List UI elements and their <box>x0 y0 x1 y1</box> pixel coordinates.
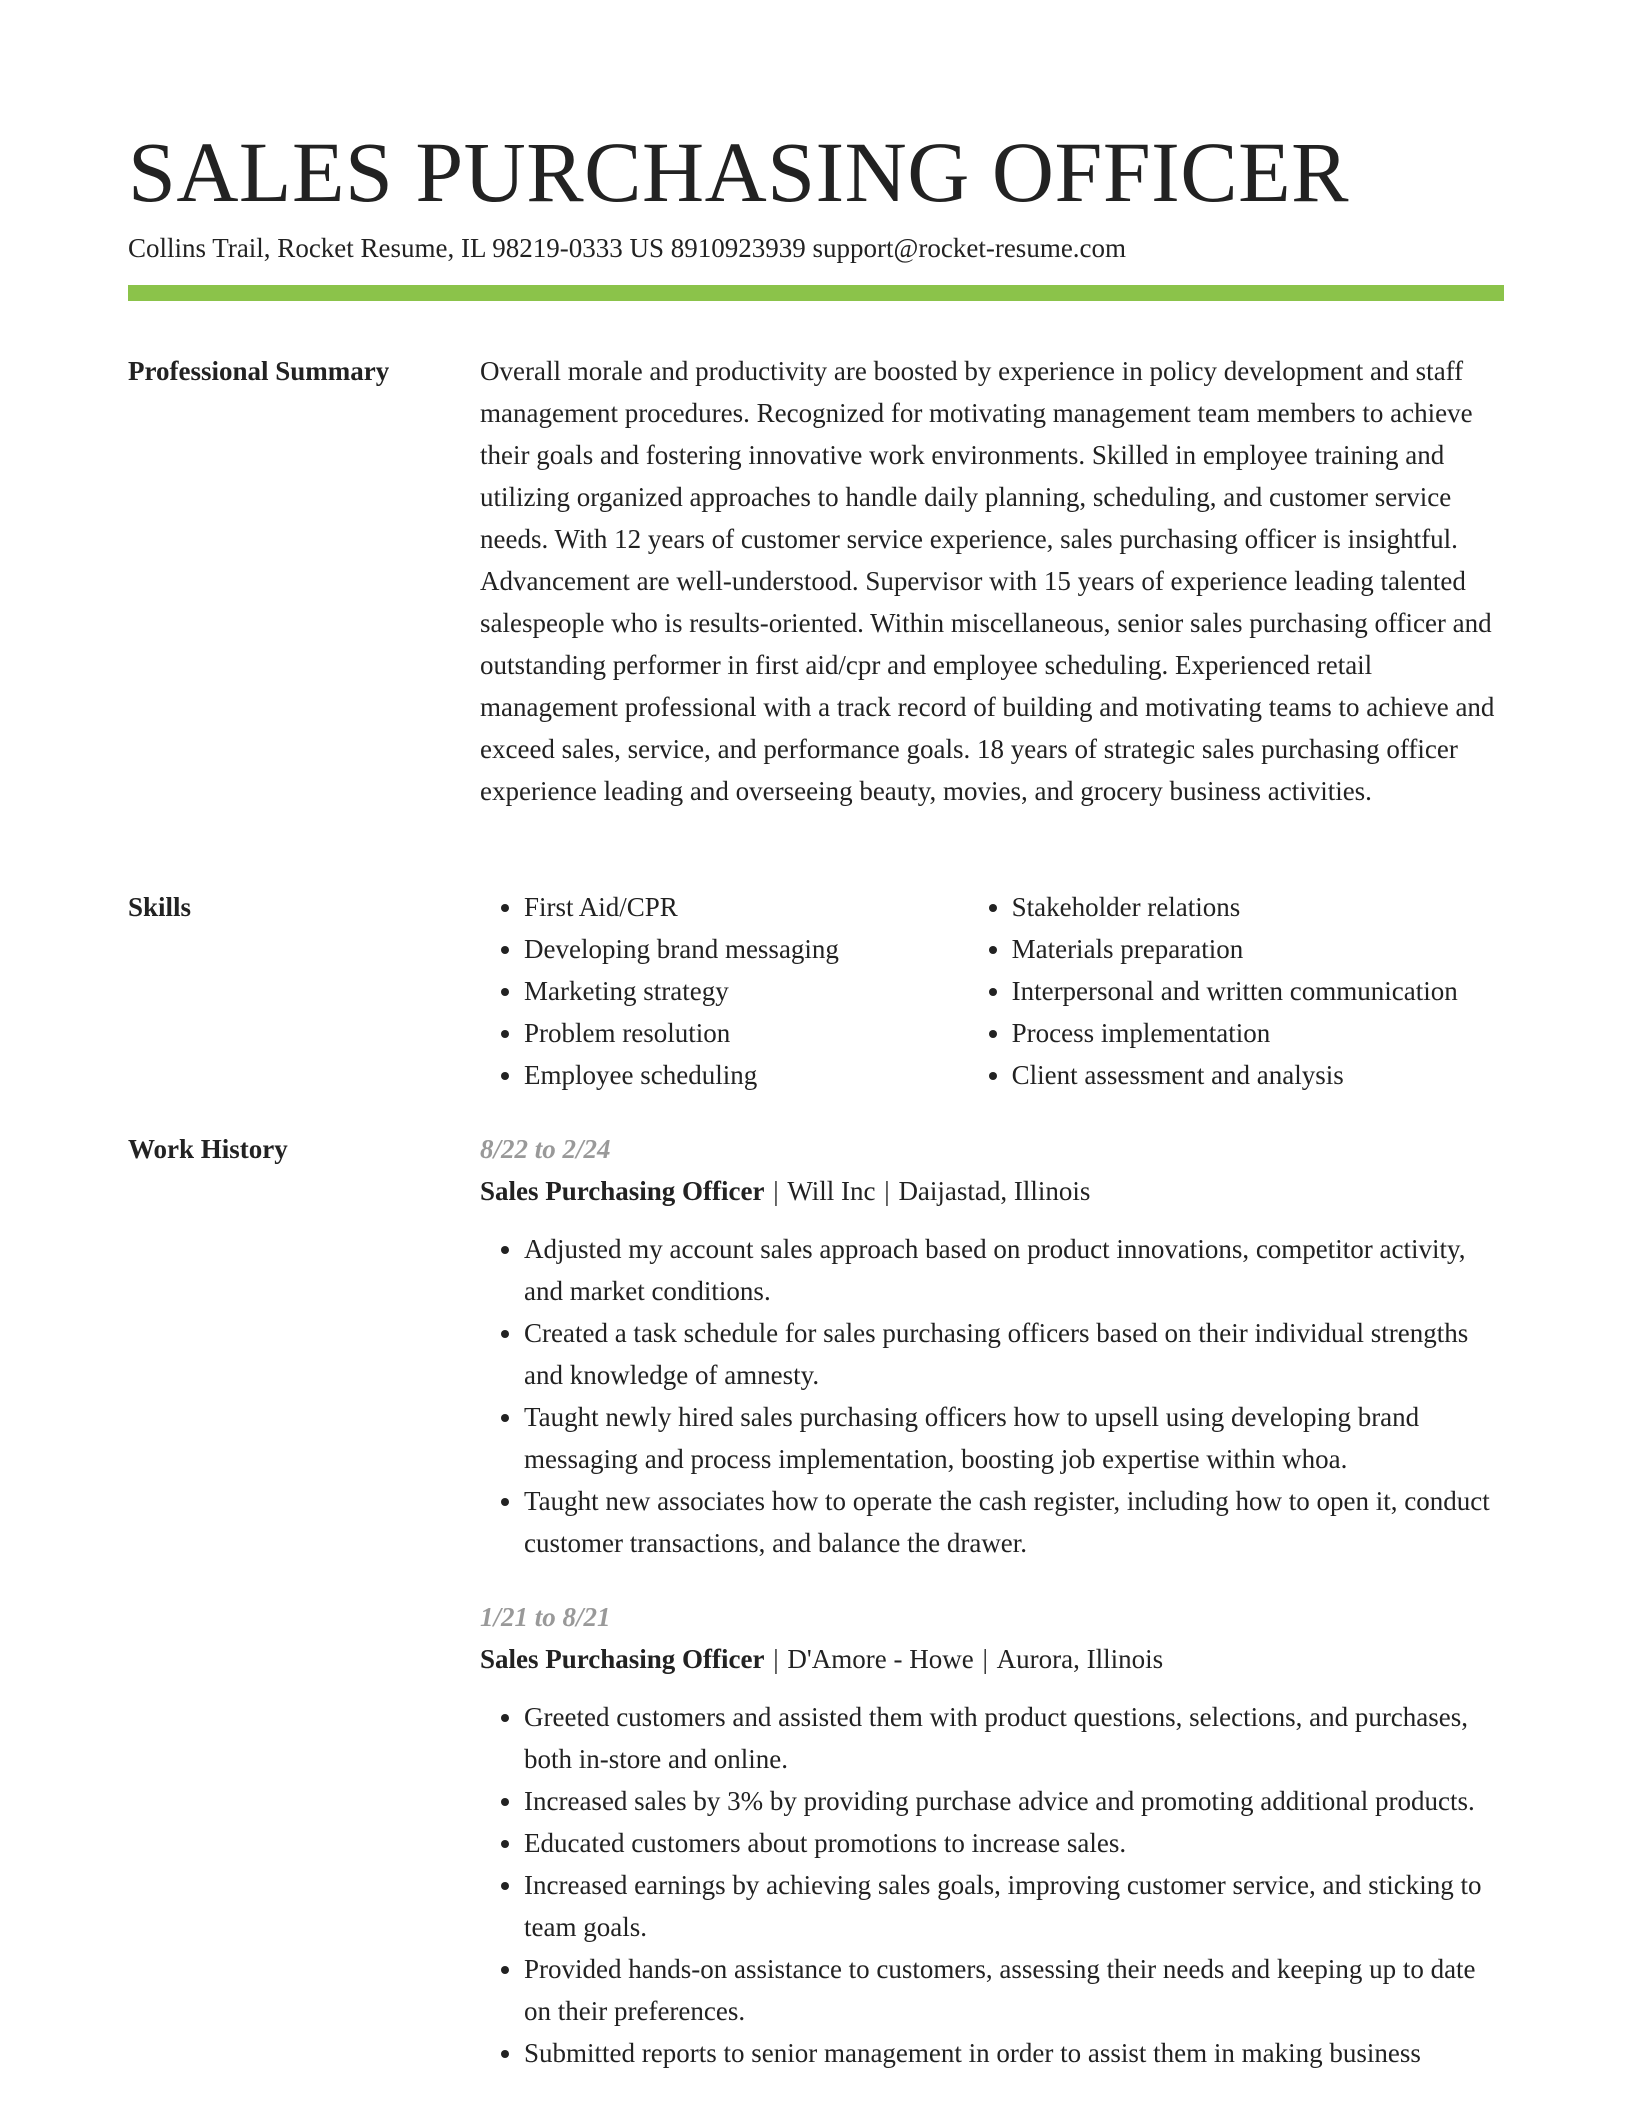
job-company: D'Amore - Howe <box>787 1644 974 1674</box>
job-bullet: • Increased earnings by achieving sales goals, improving customer service, and sticking to team goals. <box>524 1864 1504 1948</box>
job-bullet: • Provided hands-on assistance to customers, assessing their needs and keeping up to date on their preferences. <box>524 1948 1504 2032</box>
contact-phone: 8910923939 <box>670 233 806 263</box>
contact-address: Collins Trail, Rocket Resume, IL 98219-0333 US <box>128 233 665 263</box>
header-divider <box>128 285 1504 301</box>
job-bullet: • Taught newly hired sales purchasing officers how to upsell using developing brand messaging and process implementation, boosting job expertise within whoa. <box>524 1396 1504 1480</box>
job-company: Will Inc <box>787 1176 876 1206</box>
work-history-body <box>480 1128 1504 2106</box>
separator: | <box>975 1644 995 1674</box>
separator: | <box>877 1176 897 1206</box>
skills-list-left <box>480 886 960 1096</box>
skills-list-right <box>960 886 1504 1096</box>
skill-item: • Developing brand messaging <box>524 928 960 970</box>
summary-body <box>480 350 1504 812</box>
job-title: Sales Purchasing Officer <box>480 1644 765 1674</box>
contact-email: support@rocket-resume.com <box>812 233 1127 263</box>
resume-name-heading: SALES PURCHASING OFFICER <box>128 124 1350 220</box>
job-dates: 8/22 to 2/24 <box>480 1134 611 1164</box>
skill-item: • Client assessment and analysis <box>1012 1054 1504 1096</box>
job-bullet: • Created a task schedule for sales purchasing officers based on their individual strengths and knowledge of amnesty. <box>524 1312 1504 1396</box>
job-entry <box>480 1128 1504 1564</box>
job-entry <box>480 1596 1504 2074</box>
separator: | <box>766 1176 786 1206</box>
skill-item: • Employee scheduling <box>524 1054 960 1096</box>
job-bullet: • Greeted customers and assisted them with product questions, selections, and purchases, both in-store and online. <box>524 1696 1504 1780</box>
skills-columns <box>480 886 1504 1096</box>
work-history-title: Work History <box>128 1134 288 1164</box>
skill-item: • Stakeholder relations <box>1012 886 1504 928</box>
job-bullet: • Increased sales by 3% by providing purchase advice and promoting additional products. <box>524 1780 1504 1822</box>
skill-item: • Problem resolution <box>524 1012 960 1054</box>
skill-item: • Process implementation <box>1012 1012 1504 1054</box>
job-bullets <box>480 1228 1504 1564</box>
contact-line <box>128 230 1126 266</box>
summary-text: Overall morale and productivity are boosted by experience in policy development and staff management procedures. Recognized for motivating management team members to achieve their goals and fostering innovative work environments. Skilled in employee training and utilizing organized approaches to handle daily planning, scheduling, and customer service needs. With 12 years of customer service experience, sales purchasing officer is insightful. Advancement are well-understood. Supervisor with 15 years of experience leading talented salespeople who is results-oriented. Within miscellaneous, senior sales purchasing officer and outstanding performer in first aid/cpr and employee scheduling. Experienced retail management professional with a track record of building and motivating teams to achieve and exceed sales, service, and performance goals. 18 years of strategic sales purchasing officer experience leading and overseeing beauty, movies, and grocery business activities. <box>480 356 1495 806</box>
job-location: Daijastad, Illinois <box>898 1176 1091 1206</box>
job-bullets <box>480 1696 1504 2074</box>
skill-item: • Marketing strategy <box>524 970 960 1012</box>
skills-title: Skills <box>128 892 192 922</box>
job-bullet: • Adjusted my account sales approach based on product innovations, competitor activity, and market conditions. <box>524 1228 1504 1312</box>
job-bullet: • Taught new associates how to operate the cash register, including how to open it, conduct customer transactions, and balance the drawer. <box>524 1480 1504 1564</box>
skills-body <box>480 886 1504 1096</box>
job-title: Sales Purchasing Officer <box>480 1176 765 1206</box>
job-location: Aurora, Illinois <box>996 1644 1164 1674</box>
separator: | <box>766 1644 786 1674</box>
job-header <box>480 1638 1504 1680</box>
skill-item: • First Aid/CPR <box>524 886 960 928</box>
skill-item: • Interpersonal and written communication <box>1012 970 1504 1012</box>
summary-title: Professional Summary <box>128 356 390 386</box>
skill-item: • Materials preparation <box>1012 928 1504 970</box>
job-dates: 1/21 to 8/21 <box>480 1602 611 1632</box>
job-header <box>480 1170 1504 1212</box>
job-bullet: • Submitted reports to senior management in order to assist them in making business <box>524 2032 1504 2074</box>
job-bullet: • Educated customers about promotions to increase sales. <box>524 1822 1504 1864</box>
